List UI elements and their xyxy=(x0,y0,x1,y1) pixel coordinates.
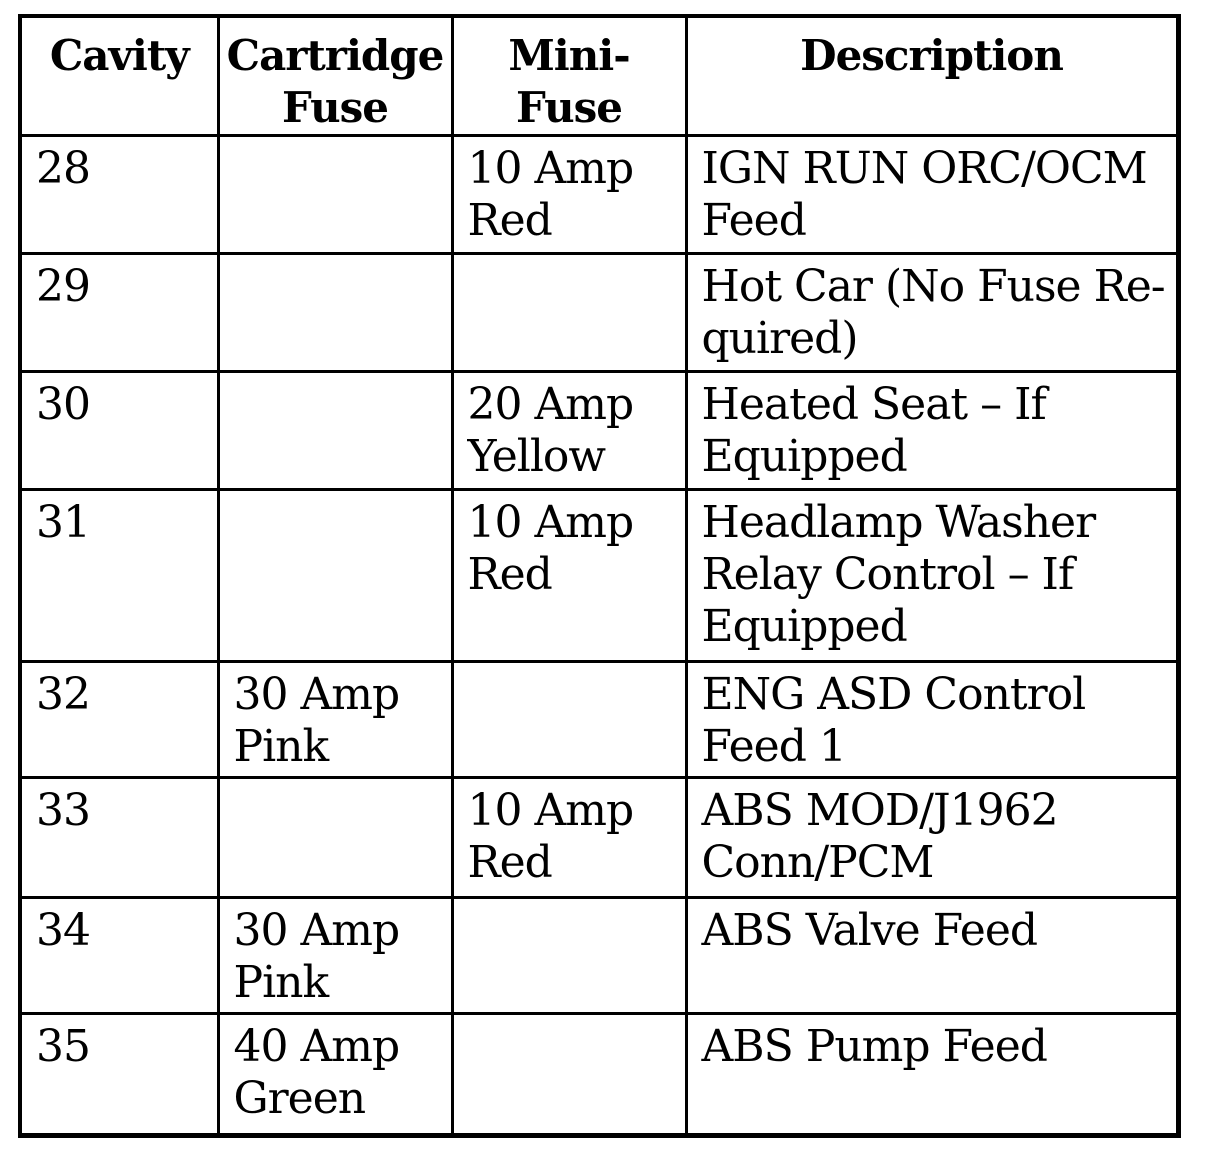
cavity-cell xyxy=(20,136,218,254)
description-cell xyxy=(686,490,1178,662)
cavity-number: 35 xyxy=(36,1021,90,1072)
table-row xyxy=(20,136,1178,254)
description-line: ABS Pump Feed xyxy=(701,1021,1047,1072)
header-cartridge-line: Fuse xyxy=(282,83,388,132)
description-cell xyxy=(686,1014,1178,1136)
table-row xyxy=(20,898,1178,1014)
mini-fuse-cell xyxy=(452,778,686,898)
header-row xyxy=(20,16,1178,136)
description-cell xyxy=(686,662,1178,778)
mini-fuse-line: Yellow xyxy=(467,431,606,482)
cartridge-fuse-cell xyxy=(218,1014,452,1136)
cavity-cell xyxy=(20,898,218,1014)
cartridge-fuse-cell xyxy=(218,778,452,898)
cartridge-fuse-line: Pink xyxy=(233,957,329,1008)
mini-fuse-cell xyxy=(452,662,686,778)
description-line: Equipped xyxy=(701,601,907,652)
cartridge-fuse-line: 30 Amp xyxy=(233,905,400,956)
mini-fuse-line: 10 Amp xyxy=(467,143,634,194)
header-mini-line: Mini- xyxy=(508,31,630,80)
table-row xyxy=(20,778,1178,898)
header-mini-fuse xyxy=(452,16,686,136)
description-line: Feed 1 xyxy=(701,721,846,772)
table-row xyxy=(20,490,1178,662)
mini-fuse-line: Red xyxy=(467,837,552,888)
cavity-number: 32 xyxy=(36,669,90,720)
description-line: Headlamp Washer xyxy=(701,497,1096,548)
cartridge-fuse-cell xyxy=(218,136,452,254)
cartridge-fuse-line: 40 Amp xyxy=(233,1021,400,1072)
description-line: ENG ASD Control xyxy=(701,669,1086,720)
header-cavity-line: Cavity xyxy=(49,31,189,80)
description-line: Equipped xyxy=(701,431,907,482)
cartridge-fuse-cell xyxy=(218,254,452,372)
cartridge-fuse-line: Pink xyxy=(233,721,329,772)
header-cavity xyxy=(20,16,218,136)
description-cell xyxy=(686,254,1178,372)
cavity-number: 29 xyxy=(36,261,90,312)
header-cartridge-line: Cartridge xyxy=(226,31,444,80)
fuse-table xyxy=(18,14,1181,1138)
header-description-line: Description xyxy=(800,31,1063,80)
table-row xyxy=(20,254,1178,372)
description-line: Feed xyxy=(701,195,806,246)
cavity-number: 33 xyxy=(36,785,90,836)
mini-fuse-cell xyxy=(452,490,686,662)
description-line: Heated Seat – If xyxy=(701,379,1046,430)
mini-fuse-line: 20 Amp xyxy=(467,379,634,430)
cavity-cell xyxy=(20,778,218,898)
cavity-cell xyxy=(20,372,218,490)
table-row xyxy=(20,662,1178,778)
mini-fuse-line: 10 Amp xyxy=(467,785,634,836)
mini-fuse-cell xyxy=(452,1014,686,1136)
cavity-cell xyxy=(20,490,218,662)
mini-fuse-line: 10 Amp xyxy=(467,497,634,548)
cartridge-fuse-cell xyxy=(218,662,452,778)
description-cell xyxy=(686,898,1178,1014)
cavity-cell xyxy=(20,662,218,778)
description-cell xyxy=(686,136,1178,254)
cavity-number: 30 xyxy=(36,379,90,430)
table-row xyxy=(20,1014,1178,1136)
mini-fuse-line: Red xyxy=(467,195,552,246)
description-line: Conn/PCM xyxy=(701,837,934,888)
mini-fuse-cell xyxy=(452,372,686,490)
cartridge-fuse-line: 30 Amp xyxy=(233,669,400,720)
cavity-number: 31 xyxy=(36,497,90,548)
description-line: IGN RUN ORC/OCM xyxy=(701,143,1147,194)
header-mini-line: Fuse xyxy=(516,83,622,132)
cartridge-fuse-line: Green xyxy=(233,1073,366,1124)
table-row xyxy=(20,372,1178,490)
cavity-cell xyxy=(20,254,218,372)
header-cartridge-fuse xyxy=(218,16,452,136)
header-description xyxy=(686,16,1178,136)
description-line: ABS MOD/J1962 xyxy=(701,785,1058,836)
description-line: Hot Car (No Fuse Re- xyxy=(701,261,1165,312)
mini-fuse-line: Red xyxy=(467,549,552,600)
cartridge-fuse-cell xyxy=(218,898,452,1014)
cavity-number: 28 xyxy=(36,143,90,194)
mini-fuse-cell xyxy=(452,136,686,254)
cavity-cell xyxy=(20,1014,218,1136)
cartridge-fuse-cell xyxy=(218,490,452,662)
mini-fuse-cell xyxy=(452,898,686,1014)
cavity-number: 34 xyxy=(36,905,90,956)
description-line: ABS Valve Feed xyxy=(701,905,1038,956)
description-line: Relay Control – If xyxy=(701,549,1074,600)
description-cell xyxy=(686,778,1178,898)
cartridge-fuse-cell xyxy=(218,372,452,490)
description-cell xyxy=(686,372,1178,490)
mini-fuse-cell xyxy=(452,254,686,372)
description-line: quired) xyxy=(701,313,858,364)
